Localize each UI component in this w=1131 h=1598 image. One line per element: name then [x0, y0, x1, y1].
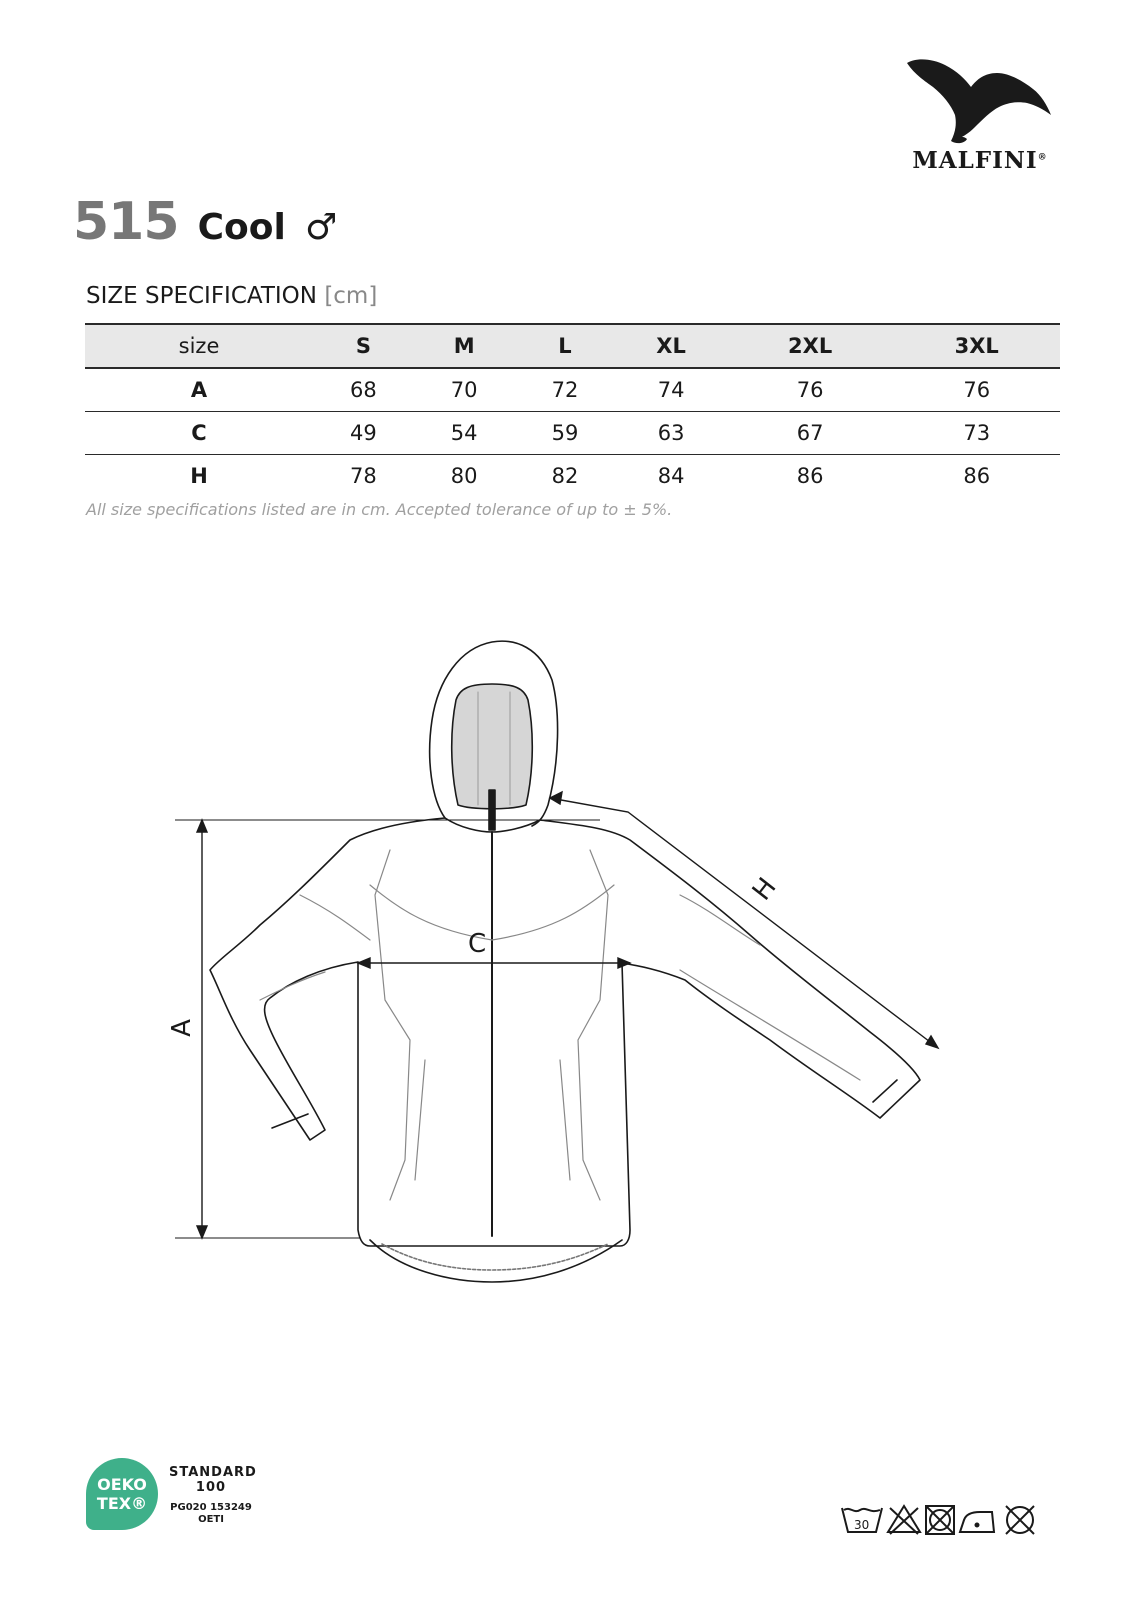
no-bleach-icon [888, 1506, 920, 1534]
table-cell: 68 [350, 378, 377, 402]
jacket-diagram [160, 640, 980, 1320]
table-cell: 59 [551, 421, 579, 445]
no-tumble-dry-icon [926, 1506, 954, 1534]
standard-label: STANDARD [169, 1465, 257, 1480]
header-s: S [355, 334, 371, 358]
oeko-standard [169, 1465, 257, 1526]
row-label: C [191, 421, 207, 445]
eagle-icon [905, 55, 1055, 145]
header-2xl: 2XL [788, 334, 833, 358]
product-name: Cool [197, 207, 286, 248]
table-cell: 76 [796, 378, 824, 402]
standard-number: 100 [195, 1480, 227, 1495]
size-spec-heading [86, 283, 377, 309]
table-row [85, 368, 1060, 412]
brand-logo [895, 55, 1065, 175]
header-xl: XL [656, 334, 686, 358]
spec-heading-text: SIZE SPECIFICATION [86, 283, 317, 309]
oeko-line2: TEX® [96, 1494, 148, 1513]
brand-name: MALFINI® [912, 147, 1048, 174]
table-cell: 70 [450, 378, 478, 402]
label-h: H [746, 872, 783, 907]
product-code: 515 [73, 192, 179, 252]
care-symbols [840, 1500, 1050, 1538]
oeko-line1: OEKO [97, 1475, 147, 1494]
label-a: A [167, 1019, 197, 1037]
size-table [85, 323, 1060, 497]
spec-unit: [cm] [324, 283, 378, 309]
label-c: C [468, 929, 487, 959]
row-label: H [190, 464, 208, 488]
table-cell: 78 [350, 464, 377, 488]
table-cell: 67 [796, 421, 824, 445]
table-cell: 76 [963, 378, 991, 402]
table-cell: 54 [450, 421, 478, 445]
table-cell: 80 [450, 464, 478, 488]
table-cell: 82 [551, 464, 579, 488]
row-label: A [190, 378, 208, 402]
table-cell: 72 [551, 378, 579, 402]
table-cell: 49 [350, 421, 377, 445]
table-cell: 74 [657, 378, 685, 402]
tolerance-note: All size specifications listed are in cm. Accepted tolerance of up to ± 5%. [86, 500, 673, 519]
wash-temperature: 30 [854, 1518, 870, 1532]
product-title [73, 192, 337, 262]
certificate-code: PG020 153249 [170, 1502, 252, 1513]
table-header-row [85, 324, 1060, 368]
table-cell: 73 [963, 421, 991, 445]
no-dry-clean-icon [1006, 1506, 1034, 1534]
table-row [85, 455, 1060, 498]
table-row [85, 412, 1060, 455]
iron-low-icon [960, 1512, 994, 1532]
header-l: L [558, 334, 572, 358]
table-cell: 63 [657, 421, 685, 445]
table-cell: 84 [657, 464, 685, 488]
male-symbol-icon: ♂ [304, 207, 338, 248]
oeko-tex-badge [86, 1458, 158, 1530]
header-m: M [453, 334, 475, 358]
certificate-institute: OETI [198, 1514, 224, 1525]
header-size: size [178, 334, 220, 358]
header-3xl: 3XL [954, 334, 999, 358]
table-cell: 86 [963, 464, 991, 488]
table-cell: 86 [796, 464, 824, 488]
